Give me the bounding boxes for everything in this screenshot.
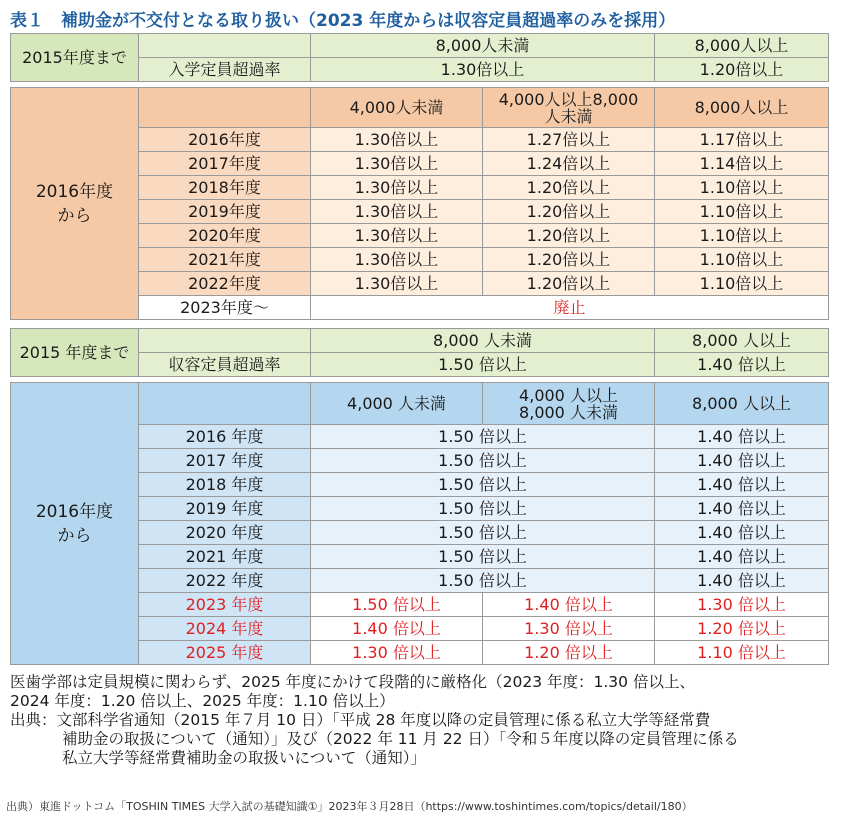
value-cell: 1.30倍以上: [311, 176, 483, 200]
year-label: 2018 年度: [139, 473, 311, 497]
value-cell: 1.20倍以上: [483, 224, 655, 248]
value-cell: 1.10倍以上: [655, 224, 829, 248]
pre2015-value-b: 1.20倍以上: [655, 58, 829, 82]
source-line: 私立大学等経常費補助金の取扱いについて（通知）」: [62, 749, 426, 767]
value-cell: 1.30 倍以上: [655, 593, 829, 617]
value-cell: 1.10倍以上: [655, 176, 829, 200]
blank-cell: [139, 88, 311, 128]
value-cell: 1.50 倍以上: [311, 425, 655, 449]
value-cell: 1.20倍以上: [483, 248, 655, 272]
value-cell: 1.50 倍以上: [311, 569, 655, 593]
year-label: 2021 年度: [139, 545, 311, 569]
pre2015-value-a: 1.50 倍以上: [311, 353, 655, 377]
col-header: 4,000 人以上 8,000 人未満: [483, 383, 655, 425]
year-label: 2022 年度: [139, 569, 311, 593]
year-label: 2016年度: [139, 128, 311, 152]
value-cell: 1.10倍以上: [655, 200, 829, 224]
value-cell: 1.20倍以上: [483, 176, 655, 200]
col-header: 4,000人以上8,000 人未満: [483, 88, 655, 128]
year-label: 2020 年度: [139, 521, 311, 545]
year-label: 2019 年度: [139, 497, 311, 521]
pre2015-value-b: 1.40 倍以上: [655, 353, 829, 377]
value-cell: 1.50 倍以上: [311, 545, 655, 569]
value-cell: 1.10倍以上: [655, 272, 829, 296]
year-label: 2017 年度: [139, 449, 311, 473]
col-over-8000: 8,000人以上: [655, 34, 829, 58]
value-cell: 1.14倍以上: [655, 152, 829, 176]
col-header: 8,000 人以上: [655, 383, 829, 425]
value-cell: 1.40 倍以上: [483, 593, 655, 617]
notes: [10, 673, 835, 768]
year-label: 2024 年度: [139, 617, 311, 641]
value-cell: 1.50 倍以上: [311, 473, 655, 497]
value-cell: 1.50 倍以上: [311, 593, 483, 617]
value-cell: 1.30 倍以上: [483, 617, 655, 641]
value-cell: 1.50 倍以上: [311, 449, 655, 473]
value-cell: 1.24倍以上: [483, 152, 655, 176]
value-cell: 1.40 倍以上: [655, 497, 829, 521]
enrollment-ratio-label: 入学定員超過率: [139, 58, 311, 82]
col-under-8000: 8,000人未満: [311, 34, 655, 58]
col-under-8000: 8,000 人未満: [311, 329, 655, 353]
value-cell: 1.40 倍以上: [655, 569, 829, 593]
value-cell: 1.30倍以上: [311, 152, 483, 176]
year-label: 2016 年度: [139, 425, 311, 449]
value-cell: 1.17倍以上: [655, 128, 829, 152]
value-cell: 1.40 倍以上: [655, 545, 829, 569]
year-label: 2022年度: [139, 272, 311, 296]
blank-cell: [139, 329, 311, 353]
year-label: 2019年度: [139, 200, 311, 224]
value-cell: 1.27倍以上: [483, 128, 655, 152]
capacity-ratio-label: 収容定員超過率: [139, 353, 311, 377]
abolished-cell: 廃止: [311, 296, 829, 320]
value-cell: 1.30倍以上: [311, 248, 483, 272]
value-cell: 1.20 倍以上: [483, 641, 655, 665]
col-header: 8,000人以上: [655, 88, 829, 128]
pre2015-label: 2015年度まで: [11, 34, 139, 82]
table-title: 表１ 補助金が不交付となる取り扱い（2023 年度からは収容定員超過率のみを採用）: [10, 11, 676, 31]
year-label: 2020年度: [139, 224, 311, 248]
year-label: 2025 年度: [139, 641, 311, 665]
value-cell: 1.20 倍以上: [655, 617, 829, 641]
source-line: 補助金の取扱について（通知）」及び（2022 年 11 月 22 日）「令和５年度以降の定員管理に係る: [62, 730, 739, 748]
value-cell: 1.40 倍以上: [655, 473, 829, 497]
value-cell: 1.40 倍以上: [655, 449, 829, 473]
blank-cell: [139, 383, 311, 425]
from2016-label: 2016年度 から: [11, 88, 139, 320]
enrollment-ratio-table: [10, 33, 829, 320]
note-line: 2024 年度：1.20 倍以上、2025 年度：1.10 倍以上）: [10, 692, 395, 710]
blank-cell: [139, 34, 311, 58]
year-label: 2023年度〜: [139, 296, 311, 320]
value-cell: 1.30 倍以上: [311, 641, 483, 665]
value-cell: 1.50 倍以上: [311, 521, 655, 545]
note-line: 医歯学部は定員規模に関わらず、2025 年度にかけて段階的に厳格化（2023 年度：1.30 倍以上、: [10, 673, 695, 691]
value-cell: 1.30倍以上: [311, 128, 483, 152]
value-cell: 1.30倍以上: [311, 224, 483, 248]
credit-line: 出典）東進ドットコム「TOSHIN TIMES 大学入試の基礎知識①」2023年３月28日（https://www.toshintimes.com/topics/detail/180）: [6, 800, 693, 813]
year-label: 2018年度: [139, 176, 311, 200]
value-cell: 1.40 倍以上: [655, 425, 829, 449]
col-header: 4,000人未満: [311, 88, 483, 128]
source-line: 出典：文部科学省通知（2015 年７月 10 日）「平成 28 年度以降の定員管理に係る私立大学等経常費: [10, 711, 711, 729]
value-cell: 1.50 倍以上: [311, 497, 655, 521]
value-cell: 1.30倍以上: [311, 200, 483, 224]
year-label: 2021年度: [139, 248, 311, 272]
year-label: 2017年度: [139, 152, 311, 176]
from2016-label: 2016年度 から: [11, 383, 139, 665]
value-cell: 1.40 倍以上: [655, 521, 829, 545]
value-cell: 1.30倍以上: [311, 272, 483, 296]
pre2015-label: 2015 年度まで: [11, 329, 139, 377]
pre2015-value-a: 1.30倍以上: [311, 58, 655, 82]
value-cell: 1.10倍以上: [655, 248, 829, 272]
value-cell: 1.10 倍以上: [655, 641, 829, 665]
year-label: 2023 年度: [139, 593, 311, 617]
value-cell: 1.20倍以上: [483, 200, 655, 224]
value-cell: 1.40 倍以上: [311, 617, 483, 641]
col-over-8000: 8,000 人以上: [655, 329, 829, 353]
col-header: 4,000 人未満: [311, 383, 483, 425]
capacity-ratio-table: [10, 328, 829, 665]
value-cell: 1.20倍以上: [483, 272, 655, 296]
